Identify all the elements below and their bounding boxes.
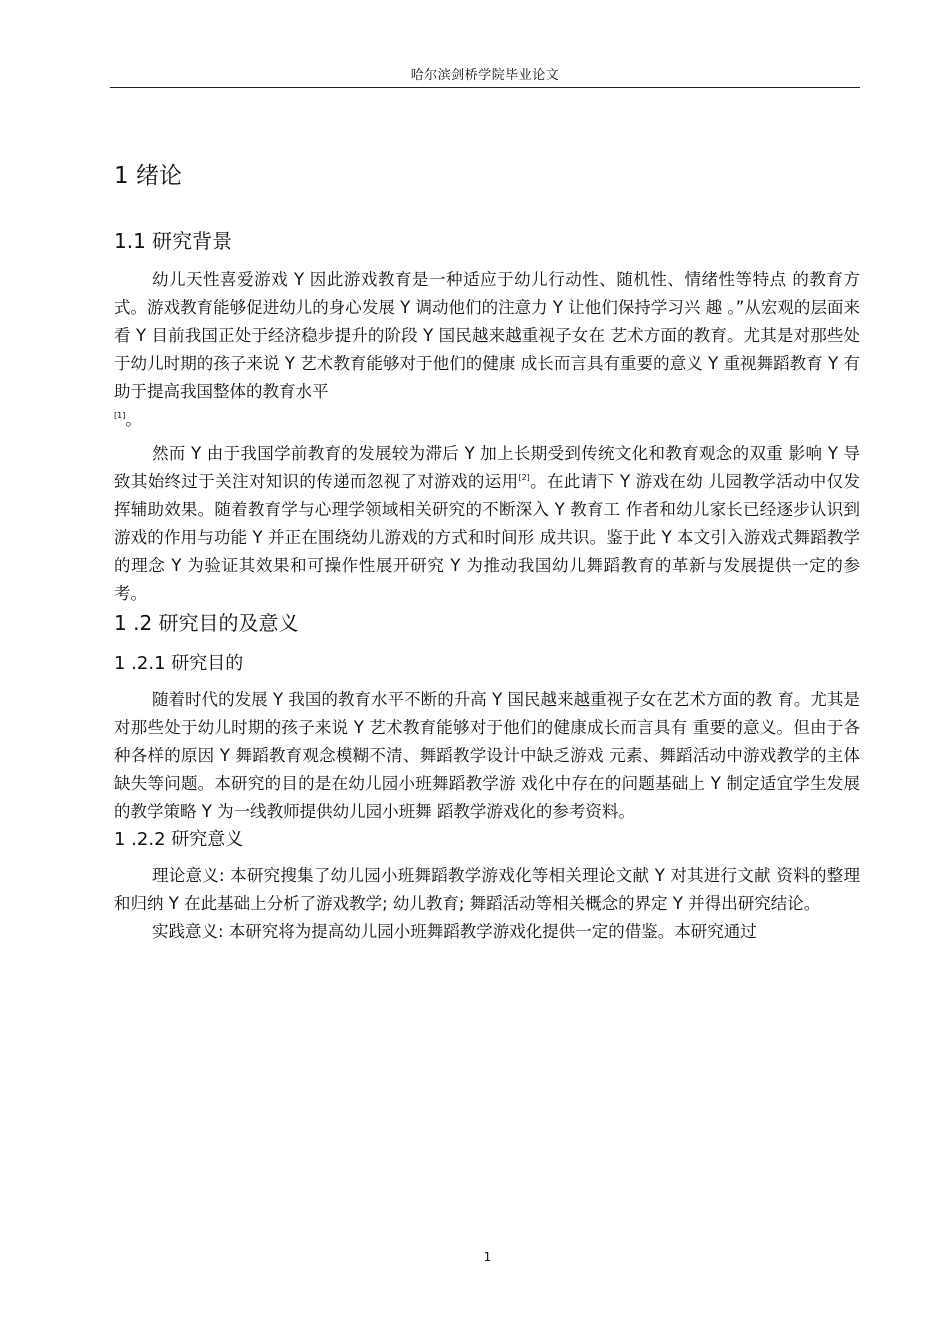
citation-ref-2[interactable]: [2] bbox=[518, 473, 530, 482]
header-rule bbox=[110, 87, 860, 88]
page-number: 1 bbox=[483, 1250, 492, 1264]
paragraph-text-a: 然而 Y 由于我国学前教育的发展较为滞后 Y 加上长期受到传统文化和教育观念的双重 影响 Y 导致其始终过于关注对知识的传递而忽视了对游戏的运用 bbox=[114, 444, 860, 491]
section-1-2-1-heading: 1 .2.1 研究目的 bbox=[114, 653, 244, 674]
section-1-1-paragraph-2 bbox=[114, 440, 860, 608]
section-1-1-paragraph-1 bbox=[114, 266, 860, 434]
paragraph-text: 幼儿天性喜爱游戏 Y 因此游戏教育是一种适应于幼儿行动性、随机性、情绪性等特点 的教育方式。游戏教育能够促进幼儿的身心发展 Y 调动他们的注意力 Y 让他们保持学习兴 趣 。”从宏观的层面来看 Y 目前我国正处于经济稳步提升的阶段 Y 国民越来越重视子女在 艺术方面的教育。尤其是对那些处于幼儿时期的孩子来说 Y 艺术教育能够对于他们的健康 成长而言具有重要的意义 Y 重视舞蹈教育 Y 有助于提高我国整体的教育水平 bbox=[114, 270, 860, 401]
page-body bbox=[114, 150, 860, 946]
paragraph-tail: 。 bbox=[125, 410, 142, 429]
section-1-1-heading: 1.1 研究背景 bbox=[114, 229, 233, 253]
chapter-title: 1 绪论 bbox=[114, 163, 182, 189]
paragraph-text-b: 。在此请下 Y 游戏在幼 儿园教学活动中仅发挥辅助效果。随着教育学与心理学领域相关研究的不断深入 Y 教育工 作者和幼儿家长已经逐步认识到游戏的作用与功能 Y 并正在围绕幼儿游戏的方式和时间形 成共识。鉴于此 Y 本文引入游戏式舞蹈教学的理念 Y 为验证其效果和可操作性展开研究 Y 为推动我国幼儿舞蹈教育的革新与发展提供一定的参考。 bbox=[114, 472, 860, 603]
citation-ref-1[interactable]: [1] bbox=[114, 411, 126, 420]
section-1-2-heading: 1 .2 研究目的及意义 bbox=[114, 611, 299, 635]
section-1-2-2-paragraph-2: 实践意义: 本研究将为提高幼儿园小班舞蹈教学游戏化提供一定的借鉴。本研究通过 bbox=[151, 922, 757, 941]
section-1-2-2-heading: 1 .2.2 研究意义 bbox=[114, 829, 244, 850]
section-1-2-2-paragraph-1: 理论意义: 本研究搜集了幼儿园小班舞蹈教学游戏化等相关理论文献 Y 对其进行文献 资料的整理和归纳 Y 在此基础上分析了游戏教学; 幼儿教育; 舞蹈活动等相关概念的界定 Y 并得出研究结论。 bbox=[114, 866, 860, 913]
running-header: 哈尔滨剑桥学院毕业论文 bbox=[410, 68, 560, 83]
section-1-2-1-paragraph: 随着时代的发展 Y 我国的教育水平不断的升高 Y 国民越来越重视子女在艺术方面的教 育。尤其是对那些处于幼儿时期的孩子来说 Y 艺术教育能够对于他们的健康成长而言具有 重要的意义。但由于各种各样的原因 Y 舞蹈教育观念模糊不清、舞蹈教学设计中缺乏游戏 元素、舞蹈活动中游戏教学的主体缺失等问题。本研究的目的是在幼儿园小班舞蹈教学游 戏化中存在的问题基础上 Y 制定适宜学生发展的教学策略 Y 为一线教师提供幼儿园小班舞 蹈教学游戏化的参考资料。 bbox=[114, 690, 860, 821]
